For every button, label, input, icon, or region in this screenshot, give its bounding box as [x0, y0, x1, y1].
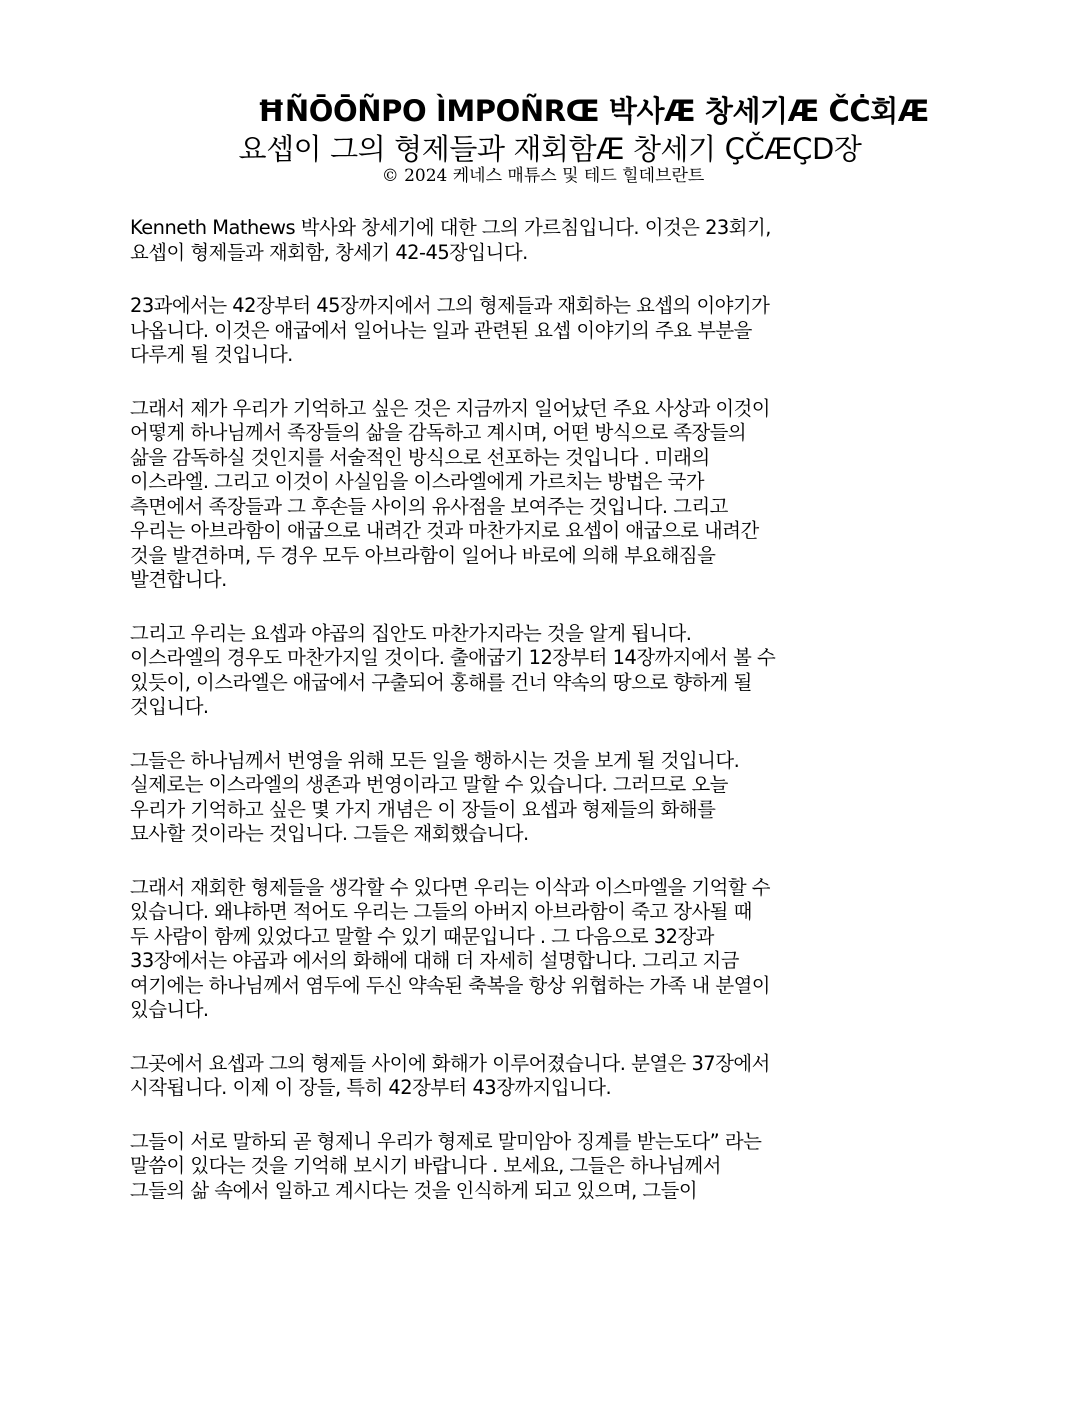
text-line: 것을 발견하며, 두 경우 모두 아브라함이 일어나 바로에 의해 부요해짐을: [130, 543, 716, 567]
title-line-2: 요셉이 그의 형제들과 재회함Æ 창세기 ÇČÆÇD장: [238, 132, 862, 166]
text-line: 이스라엘의 경우도 마찬가지일 것이다. 출애굽기 12장부터 14장까지에서 볼 수: [130, 646, 776, 669]
title-line-1: ĦÑŌŌÑPO ÌMPOÑRŒ 박사Æ 창세기Æ ČĊ회Æ: [257, 94, 929, 128]
paragraph: [130, 397, 950, 593]
text-line: 삶을 감독하실 것인지를 서술적인 방식으로 선포하는 것입니다 . 미래의: [130, 445, 710, 469]
text-line: 말씀이 있다는 것을 기억해 보시기 바랍니다 . 보세요, 그들은 하나님께서: [130, 1154, 722, 1177]
text-line: 것입니다.: [130, 695, 209, 718]
text-line: 우리가 기억하고 싶은 몇 가지 개념은 이 장들이 요셉과 형제들의 화해를: [130, 797, 716, 821]
text-line: 다루게 될 것입니다.: [130, 343, 293, 366]
text-line: 측면에서 족장들과 그 후손들 사이의 유사점을 보여주는 것입니다. 그리고: [130, 494, 728, 518]
text-line: 그리고 우리는 요셉과 야곱의 집안도 마찬가지라는 것을 알게 됩니다.: [130, 621, 692, 645]
text-line: 그들의 삶 속에서 일하고 계시다는 것을 인식하게 되고 있으며, 그들이: [130, 1178, 698, 1202]
paragraph: [130, 622, 950, 720]
text-line: 23과에서는 42장부터 45장까지에서 그의 형제들과 재회하는 요셉의 이야기가: [130, 294, 770, 317]
text-line: 실제로는 이스라엘의 생존과 번영이라고 말할 수 있습니다. 그러므로 오늘: [130, 773, 728, 796]
text-line: 있습니다.: [130, 998, 209, 1021]
text-line: 시작됩니다. 이제 이 장들, 특히 42장부터 43장까지입니다.: [130, 1076, 612, 1099]
text-line: Kenneth Mathews 박사와 창세기에 대한 그의 가르침입니다. 이것은 23회기,: [130, 216, 771, 239]
text-line: 그곳에서 요셉과 그의 형제들 사이에 화해가 이루어졌습니다. 분열은 37장에서: [130, 1051, 770, 1075]
paragraph: [130, 1052, 950, 1101]
paragraph: [130, 749, 950, 847]
text-line: 두 사람이 함께 있었다고 말할 수 있기 때문입니다 . 그 다음으로 32장과: [130, 924, 714, 948]
document-body: [130, 216, 950, 1232]
copyright-notice: © 2024 케네스 매튜스 및 테드 힐데브란트: [381, 166, 705, 186]
text-line: 이스라엘. 그리고 이것이 사실임을 이스라엘에게 가르치는 방법은 국가: [130, 470, 705, 493]
paragraph: [130, 876, 950, 1023]
text-line: 묘사할 것이라는 것입니다. 그들은 재회했습니다.: [130, 822, 529, 845]
text-line: 33장에서는 야곱과 에서의 화해에 대해 더 자세히 설명합니다. 그리고 지금: [130, 949, 740, 972]
text-line: 여기에는 하나님께서 염두에 두신 약속된 축복을 항상 위협하는 가족 내 분열이: [130, 973, 771, 997]
document-header: [120, 92, 980, 186]
text-line: 나옵니다. 이것은 애굽에서 일어나는 일과 관련된 요셉 이야기의 주요 부분을: [130, 318, 752, 342]
text-line: 그들은 하나님께서 번영을 위해 모든 일을 행하시는 것을 보게 될 것입니다.: [130, 748, 740, 772]
paragraph: [130, 1130, 950, 1204]
paragraph: [130, 294, 950, 368]
text-line: 그래서 재회한 형제들을 생각할 수 있다면 우리는 이삭과 이스마엘을 기억할 수: [130, 875, 771, 899]
text-line: 있듯이, 이스라엘은 애굽에서 구출되어 홍해를 건너 약속의 땅으로 향하게 될: [130, 670, 752, 694]
text-line: 어떻게 하나님께서 족장들의 삶을 감독하고 계시며, 어떤 방식으로 족장들의: [130, 421, 747, 444]
text-line: 우리는 아브라함이 애굽으로 내려간 것과 마찬가지로 요셉이 애굽으로 내려간: [130, 519, 759, 542]
paragraph: [130, 216, 950, 265]
text-line: 발견합니다.: [130, 568, 227, 591]
text-line: 그들이 서로 말하되 곧 형제니 우리가 형제로 말미암아 징계를 받는도다” 라는: [130, 1129, 762, 1153]
text-line: 있습니다. 왜냐하면 적어도 우리는 그들의 아버지 아브라함이 죽고 장사될 때: [130, 900, 752, 923]
text-line: 그래서 제가 우리가 기억하고 싶은 것은 지금까지 일어났던 주요 사상과 이것이: [130, 396, 771, 420]
text-line: 요셉이 형제들과 재회함, 창세기 42-45장입니다.: [130, 240, 528, 264]
